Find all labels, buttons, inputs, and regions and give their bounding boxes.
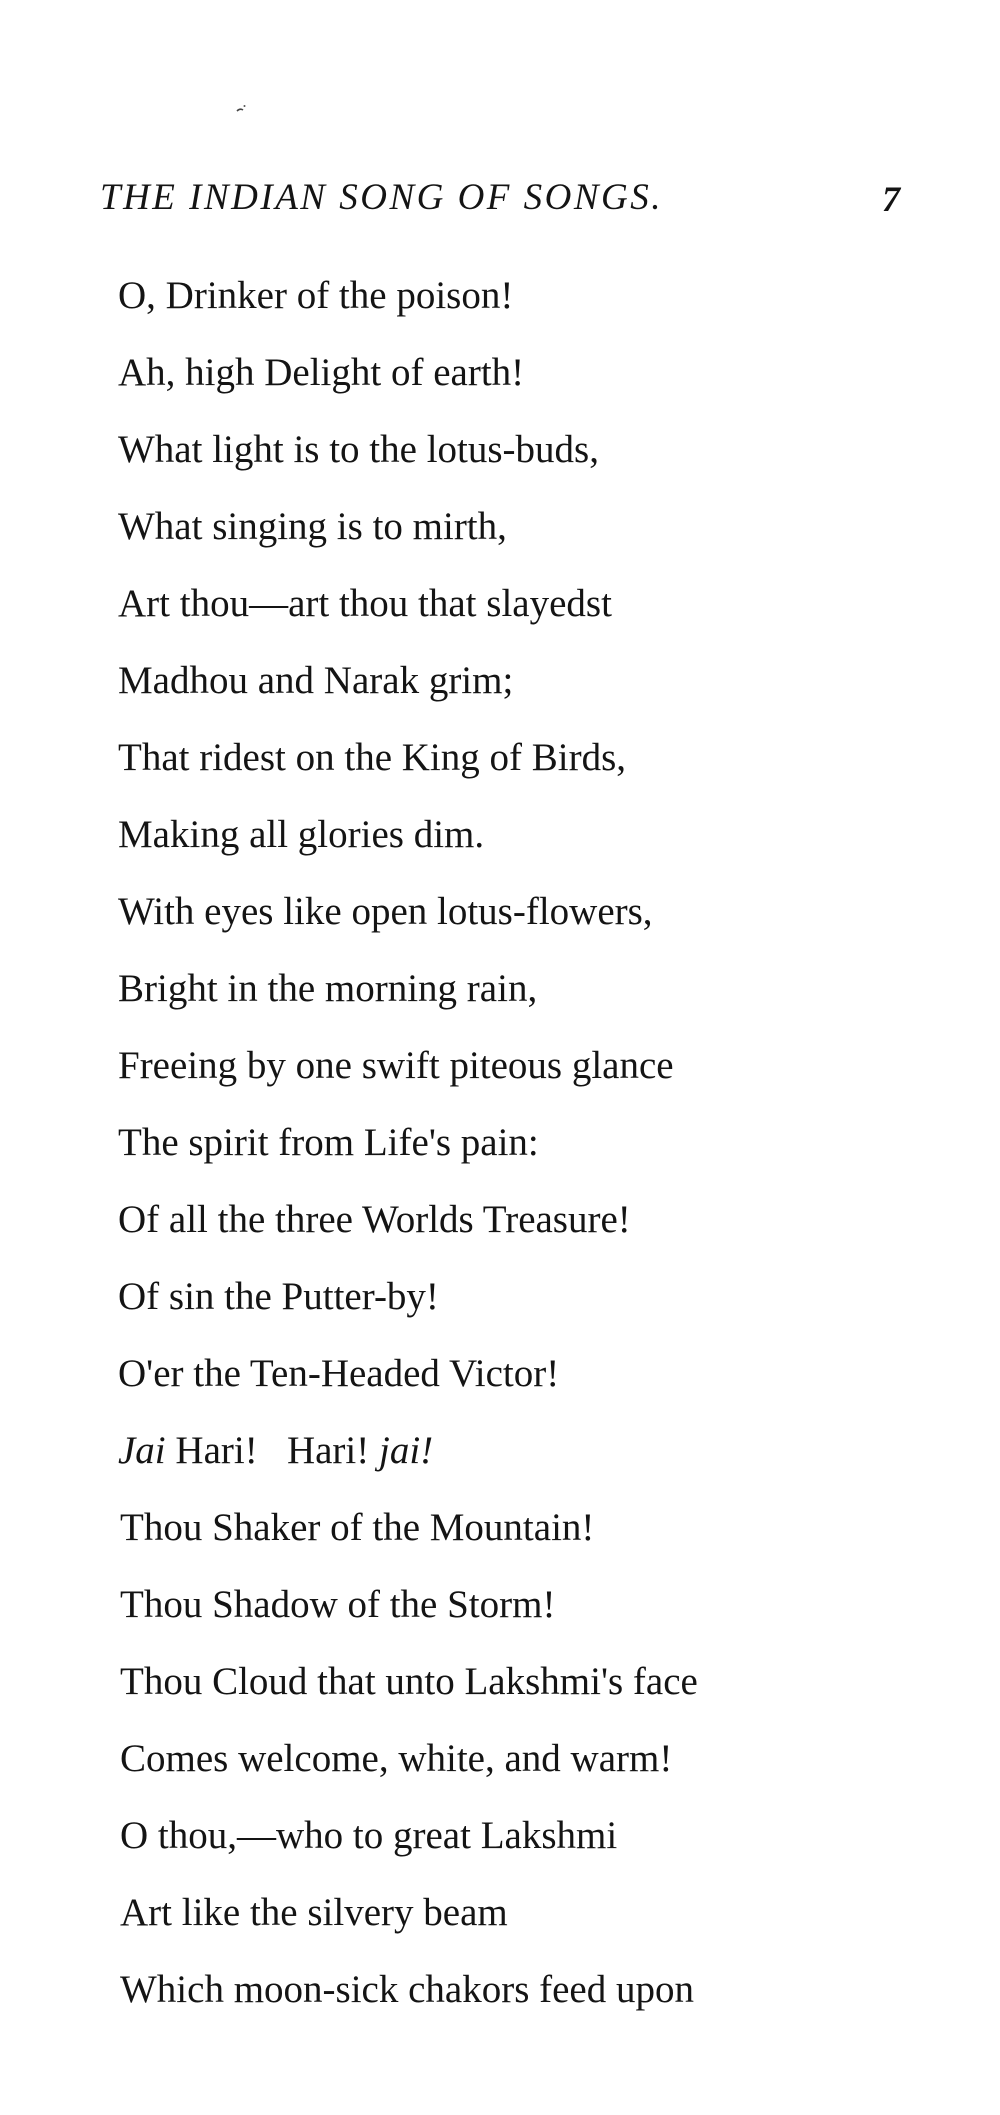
poem-line: O thou,—who to great Lakshmi: [120, 1814, 618, 1857]
running-title: THE INDIAN SONG OF SONGS.: [100, 177, 664, 218]
poem-line: What light is to the lotus-buds,: [118, 428, 599, 471]
poem-line: Ah, high Delight of earth!: [118, 351, 525, 394]
refrain-jai-end-italic: jai!: [378, 1429, 434, 1472]
poem-text: [118, 265, 698, 2036]
poem-line: Freeing by one swift piteous glance: [118, 1044, 674, 1087]
poem-refrain-line: [118, 1420, 698, 1497]
poem-line: Madhou and Narak grim;: [118, 659, 514, 702]
poem-line: Bright in the morning rain,: [118, 967, 538, 1010]
poem-line: What singing is to mirth,: [118, 505, 507, 548]
page-number: 7: [882, 179, 900, 219]
poem-line: Of all the three Worlds Treasure!: [118, 1198, 631, 1241]
poem-line: That ridest on the King of Birds,: [118, 736, 627, 779]
page-header: [100, 176, 900, 226]
poem-line: Making all glories dim.: [118, 813, 485, 856]
poem-line: O, Drinker of the poison!: [118, 274, 514, 317]
poem-line: With eyes like open lotus-flowers,: [118, 890, 653, 933]
poem-line: Art like the silvery beam: [120, 1891, 508, 1934]
poem-line: O'er the Ten-Headed Victor!: [118, 1352, 560, 1395]
poem-line: Of sin the Putter-by!: [118, 1275, 439, 1318]
poem-line: Thou Shadow of the Storm!: [120, 1583, 556, 1626]
poem-line: The spirit from Life's pain:: [118, 1121, 539, 1164]
poem-line: Thou Shaker of the Mountain!: [120, 1506, 595, 1549]
ink-speck-mark: [236, 104, 246, 114]
poem-line: Comes welcome, white, and warm!: [120, 1737, 673, 1780]
poem-line: Art thou—art thou that slayedst: [118, 582, 612, 625]
refrain-jai-italic: Jai: [118, 1429, 166, 1472]
poem-line: Thou Cloud that unto Lakshmi's face: [120, 1660, 698, 1703]
poem-line: Which moon-sick chakors feed upon: [120, 1968, 694, 2011]
refrain-hari: Hari! Hari!: [165, 1429, 379, 1472]
